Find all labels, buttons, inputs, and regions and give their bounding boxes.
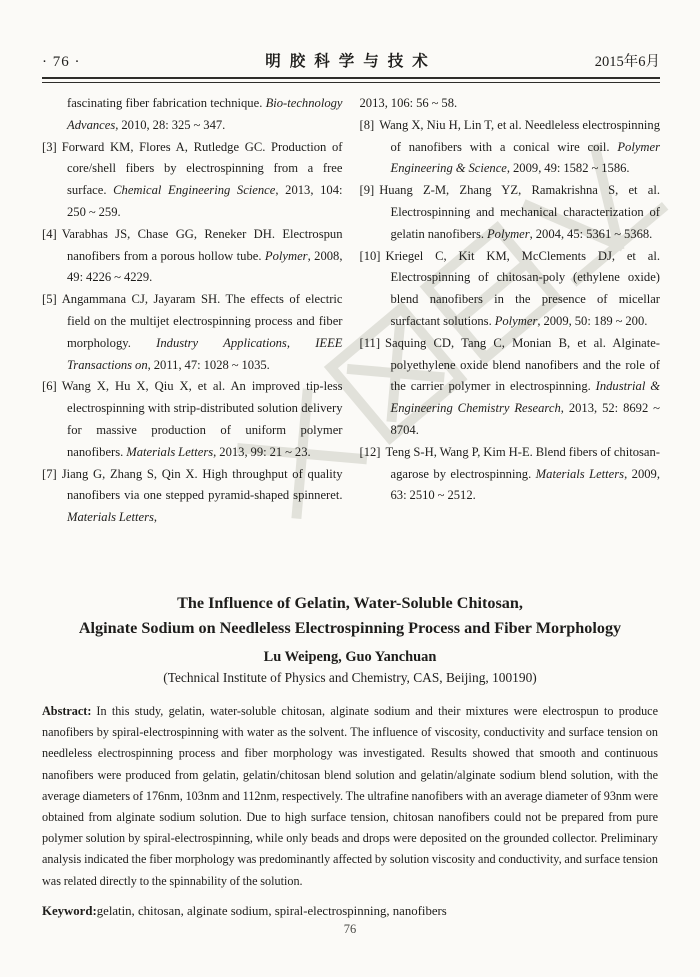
page-header [42, 49, 660, 71]
reference-item: [6] Wang X, Hu X, Qiu X, et al. An improved tip-less electrospinning with strip-distributed solution delivery for massive production of uniform polymer nanofibers. Materials Letters, 2013, 99: 21 ~ 23. [42, 379, 343, 459]
reference-number: [10] [359, 248, 381, 263]
abstract-text: In this study, gelatin, water-soluble chitosan, alginate sodium and their mixtures were electrospun to produce nanofibers by spiral-electrospinning with water as the solvent. The influence of viscosity, conductivity and surface tension on needleless electrospinning process and fiber morphology was investigated. Results showed that smooth and continuous nanofibers were produced from gelatin, gelatin/chitosan blend solution and gelatin/alginate sodium blend solution, with the average diameters of 176nm, 103nm and 112nm, respectively. The ultrafine nanofibers with an average diameter of 93nm were obtained from alginate sodium solution. Due to high surface tension, chitosan nanofibers could not be prepared from pure polymer solution by spiral-electrospinning, while only beads and drops were deposited on the grounded collector. Preliminary analysis indicated the fiber morphology was predominantly affected by solution viscosity and conductivity, and surface tension was related directly to the spinnability of the solution. [42, 704, 658, 888]
references-section [42, 93, 660, 529]
article-affiliation: (Technical Institute of Physics and Chemistry, CAS, Beijing, 100190) [163, 670, 537, 685]
page-footer [0, 922, 700, 937]
reference-item: [4] Varabhas JS, Chase GG, Reneker DH. Electrospun nanofibers from a porous hollow tube. Polymer, 2008, 49: 4226 ~ 4229. [42, 226, 343, 285]
reference-number: [3] [42, 139, 57, 154]
footer-page-number: 76 [343, 922, 357, 936]
reference-item: [3] Forward KM, Flores A, Rutledge GC. Production of core/shell fibers by electrospinning from a free surface. Chemical Engineering Science, 2013, 104: 250 ~ 259. [42, 139, 343, 219]
keyword-text: gelatin, chitosan, alginate sodium, spiral-electrospinning, nanofibers [96, 903, 447, 918]
abstract-label: Abstract: [42, 704, 92, 718]
article-title-line-2: Alginate Sodium on Needleless Electrospinning Process and Fiber Morphology [78, 619, 622, 637]
reference-number: [9] [359, 183, 375, 198]
reference-number: [6] [42, 379, 57, 394]
header-page-marker: · 76 · [42, 54, 81, 70]
reference-number: [11] [359, 335, 381, 350]
reference-item: [10] Kriegel C, Kit KM, McClements DJ, et al. Electrospinning of chitosan-poly (ethylene oxide) blend nanofibers in the presence of micellar surfactant solutions. Polymer, 2009, 50: 189 ~ 200. [359, 248, 660, 328]
reference-number: [7] [42, 466, 57, 481]
reference-item: [9] Huang Z-M, Zhang YZ, Ramakrishna S, et al. Electrospinning and mechanical characterization of gelatin nanofibers. Polymer, 2004, 45: 5361 ~ 5368. [359, 183, 660, 241]
issue-date: 2015年6月 [594, 54, 660, 70]
reference-continuation: 2013, 106: 56 ~ 58. [359, 96, 458, 110]
reference-continuation: fascinating fiber fabrication technique. Bio-technology Advances, 2010, 28: 325 ~ 347. [67, 96, 343, 132]
reference-item: [11] Saquing CD, Tang C, Monian B, et al. Alginate-polyethylene oxide blend nanofibers and the role of the carrier polymer in electrospinning. Industrial & Engineering Chemistry Research, 2013, 52: 8692 ~ 8704. [359, 335, 660, 437]
reference-number: [12] [359, 444, 381, 459]
keyword-label: Keyword: [42, 903, 97, 918]
references-right-column [360, 93, 661, 529]
article-title-line-1: The Influence of Gelatin, Water-Soluble Chitosan, [177, 594, 523, 612]
reference-item: [8] Wang X, Niu H, Lin T, et al. Needleless electrospinning of nanofibers with a conical wire coil. Polymer Engineering & Science, 2009, 49: 1582 ~ 1586. [359, 117, 660, 176]
reference-item: [7] Jiang G, Zhang S, Qin X. High throughput of quality nanofibers via one stepped pyramid-shaped spinneret. Materials Letters, [42, 466, 343, 525]
header-divider-rule [42, 77, 660, 83]
article-abstract [42, 701, 658, 892]
reference-number: [4] [42, 226, 57, 241]
reference-item: [5] Angammana CJ, Jayaram SH. The effects of electric field on the multijet electrospinning process and fiber morphology. Industry Applications, IEEE Transactions on, 2011, 47: 1028 ~ 1035. [42, 292, 343, 372]
article-keywords [42, 902, 658, 920]
english-abstract-section [42, 591, 658, 920]
journal-title: 明胶科学与技术 [265, 53, 437, 70]
reference-number: [8] [359, 117, 375, 132]
references-left-column [42, 93, 343, 529]
reference-number: [5] [42, 292, 57, 307]
article-authors: Lu Weipeng, Guo Yanchuan [263, 649, 437, 665]
reference-item: [12] Teng S-H, Wang P, Kim H-E. Blend fibers of chitosan-agarose by electrospinning. Materials Letters, 2009, 63: 2510 ~ 2512. [359, 444, 661, 503]
